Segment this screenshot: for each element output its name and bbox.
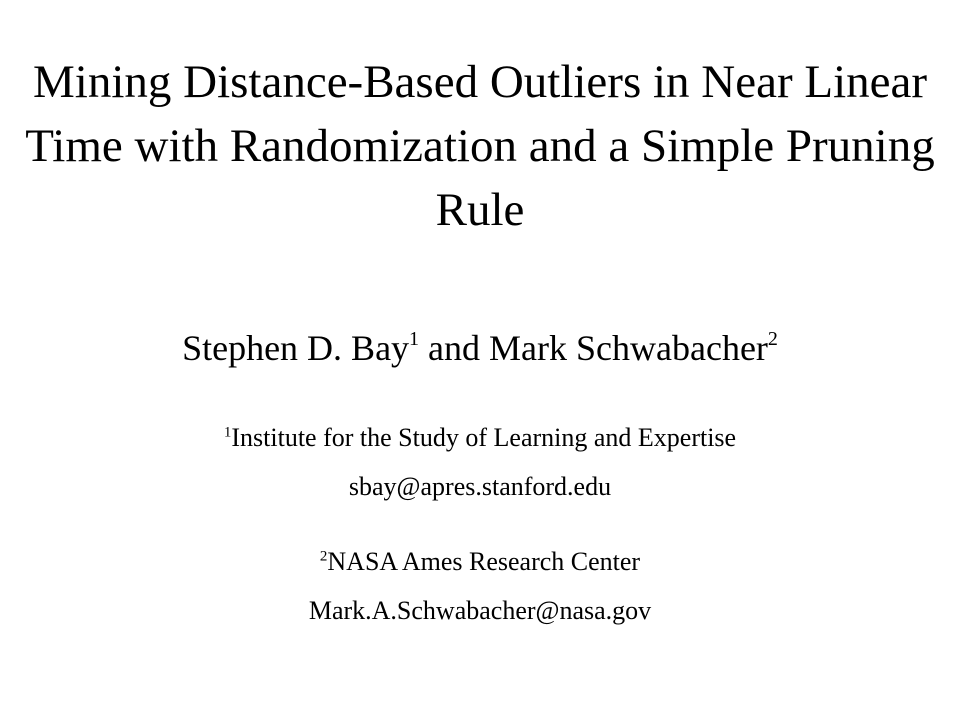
slide-title: Mining Distance-Based Outliers in Near Linear Time with Randomization and a Simple Pruning Rule	[25, 56, 935, 236]
affiliation-2-mark: 2	[319, 548, 328, 565]
affiliation-1-name: Institute for the Study of Learning and Expertise	[231, 423, 737, 452]
affiliation-1	[0, 421, 960, 455]
author-joiner: and	[419, 328, 490, 368]
author-1-name: Stephen D. Bay	[182, 328, 410, 368]
author-2-name: Mark Schwabacher	[489, 328, 768, 368]
affiliation-1-mark: 1	[223, 424, 232, 441]
author-2-affiliation-mark: 2	[767, 328, 778, 350]
affiliation-2-name: NASA Ames Research Center	[327, 547, 641, 576]
affiliation-1-email: sbay@apres.stanford.edu	[348, 472, 612, 501]
affiliation-2-email: Mark.A.Schwabacher@nasa.gov	[308, 596, 652, 625]
author-line	[0, 326, 960, 370]
affiliation-2	[0, 545, 960, 579]
author-1-affiliation-mark: 1	[409, 328, 420, 350]
